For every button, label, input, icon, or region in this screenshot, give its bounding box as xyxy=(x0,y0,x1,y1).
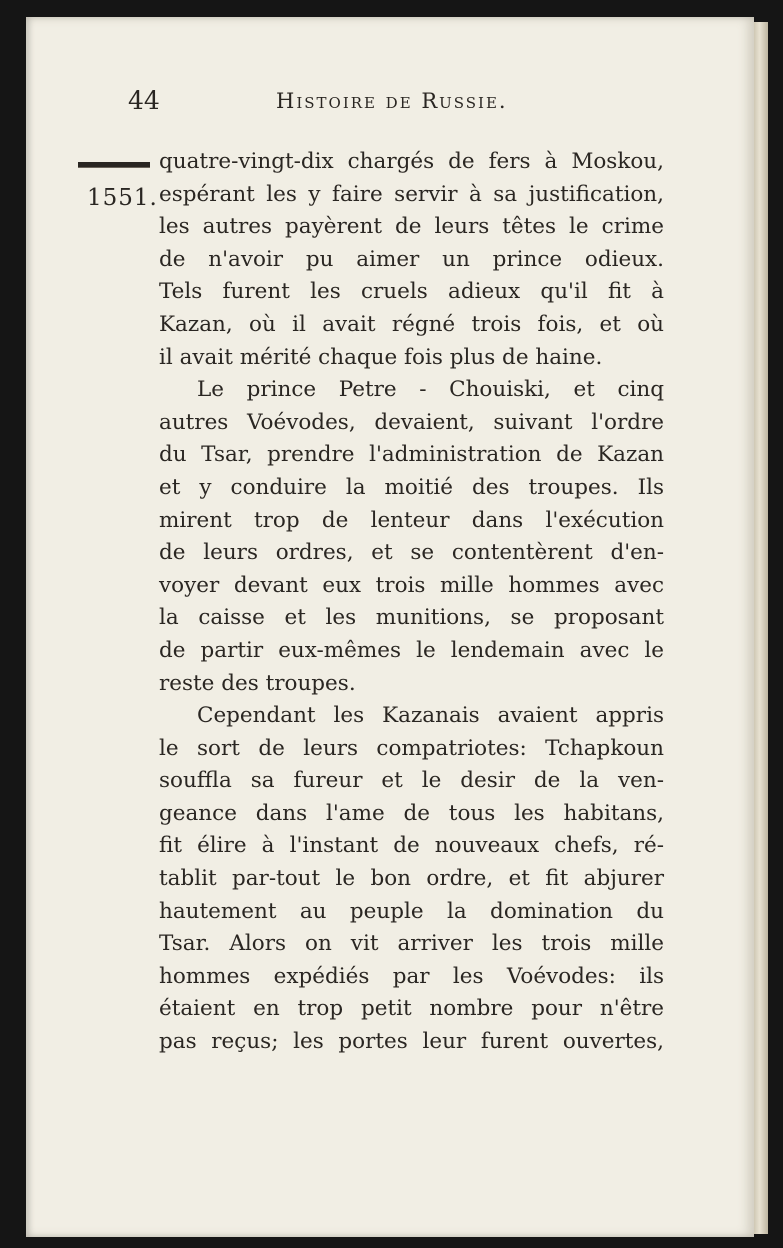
text-line: hommes expédiés par les Voévodes: ils xyxy=(159,963,664,989)
text-line: les autres payèrent de leurs têtes le crime xyxy=(159,214,664,240)
text-line: quatre-vingt-dix chargés de fers à Moskou, xyxy=(159,149,664,174)
text-line: de leurs ordres, et se contentèrent d'en- xyxy=(159,540,664,566)
text-line: Tsar. Alors on vit arriver les trois mille xyxy=(159,931,664,957)
text-line: autres Voévodes, devaient, suivant l'ordre xyxy=(159,409,664,435)
text-line: étaient en trop petit nombre pour n'être xyxy=(159,996,664,1022)
text-line: de n'avoir pu aimer un prince odieux. xyxy=(159,246,664,272)
text-line: souffla sa fureur et le desir de la ven- xyxy=(159,768,664,794)
text-line: fit élire à l'instant de nouveaux chefs, ré- xyxy=(159,833,664,859)
margin-rule xyxy=(78,162,150,168)
text-line: le sort de leurs compatriotes: Tchapkoun xyxy=(159,735,664,761)
text-line: mirent trop de lenteur dans l'exécution xyxy=(159,507,664,533)
text-line: espérant les y faire servir à sa justification, xyxy=(159,181,664,207)
text-line: Le prince Petre - Chouiski, et cinq xyxy=(197,377,664,403)
text-line: la caisse et les munitions, se proposant xyxy=(159,605,664,631)
text-line: il avait mérité chaque fois plus de haine. xyxy=(159,344,603,370)
text-line: hautement au peuple la domination du xyxy=(159,898,664,924)
text-line: voyer devant eux trois mille hommes avec xyxy=(159,572,664,598)
running-title: Histoire de Russie. xyxy=(276,89,508,113)
page-number: 44 xyxy=(128,86,160,115)
text-line: Kazan, où il avait régné trois fois, et où xyxy=(159,311,664,337)
text-line: geance dans l'ame de tous les habitans, xyxy=(159,800,664,826)
text-line: de partir eux-mêmes le lendemain avec le xyxy=(159,637,664,663)
body-text xyxy=(159,146,664,1059)
text-line: pas reçus; les portes leur furent ouvertes, xyxy=(159,1029,664,1055)
text-line: du Tsar, prendre l'administration de Kazan xyxy=(159,442,664,468)
page-edge xyxy=(754,22,768,1234)
text-line: tablit par-tout le bon ordre, et fit abjurer xyxy=(159,866,664,892)
text-line: Tels furent les cruels adieux qu'il fit à xyxy=(159,279,664,305)
text-line: Cependant les Kazanais avaient appris xyxy=(197,703,664,729)
text-line: reste des troupes. xyxy=(159,670,356,696)
margin-year: 1551. xyxy=(87,185,158,211)
text-line: et y conduire la moitié des troupes. Ils xyxy=(159,474,664,500)
